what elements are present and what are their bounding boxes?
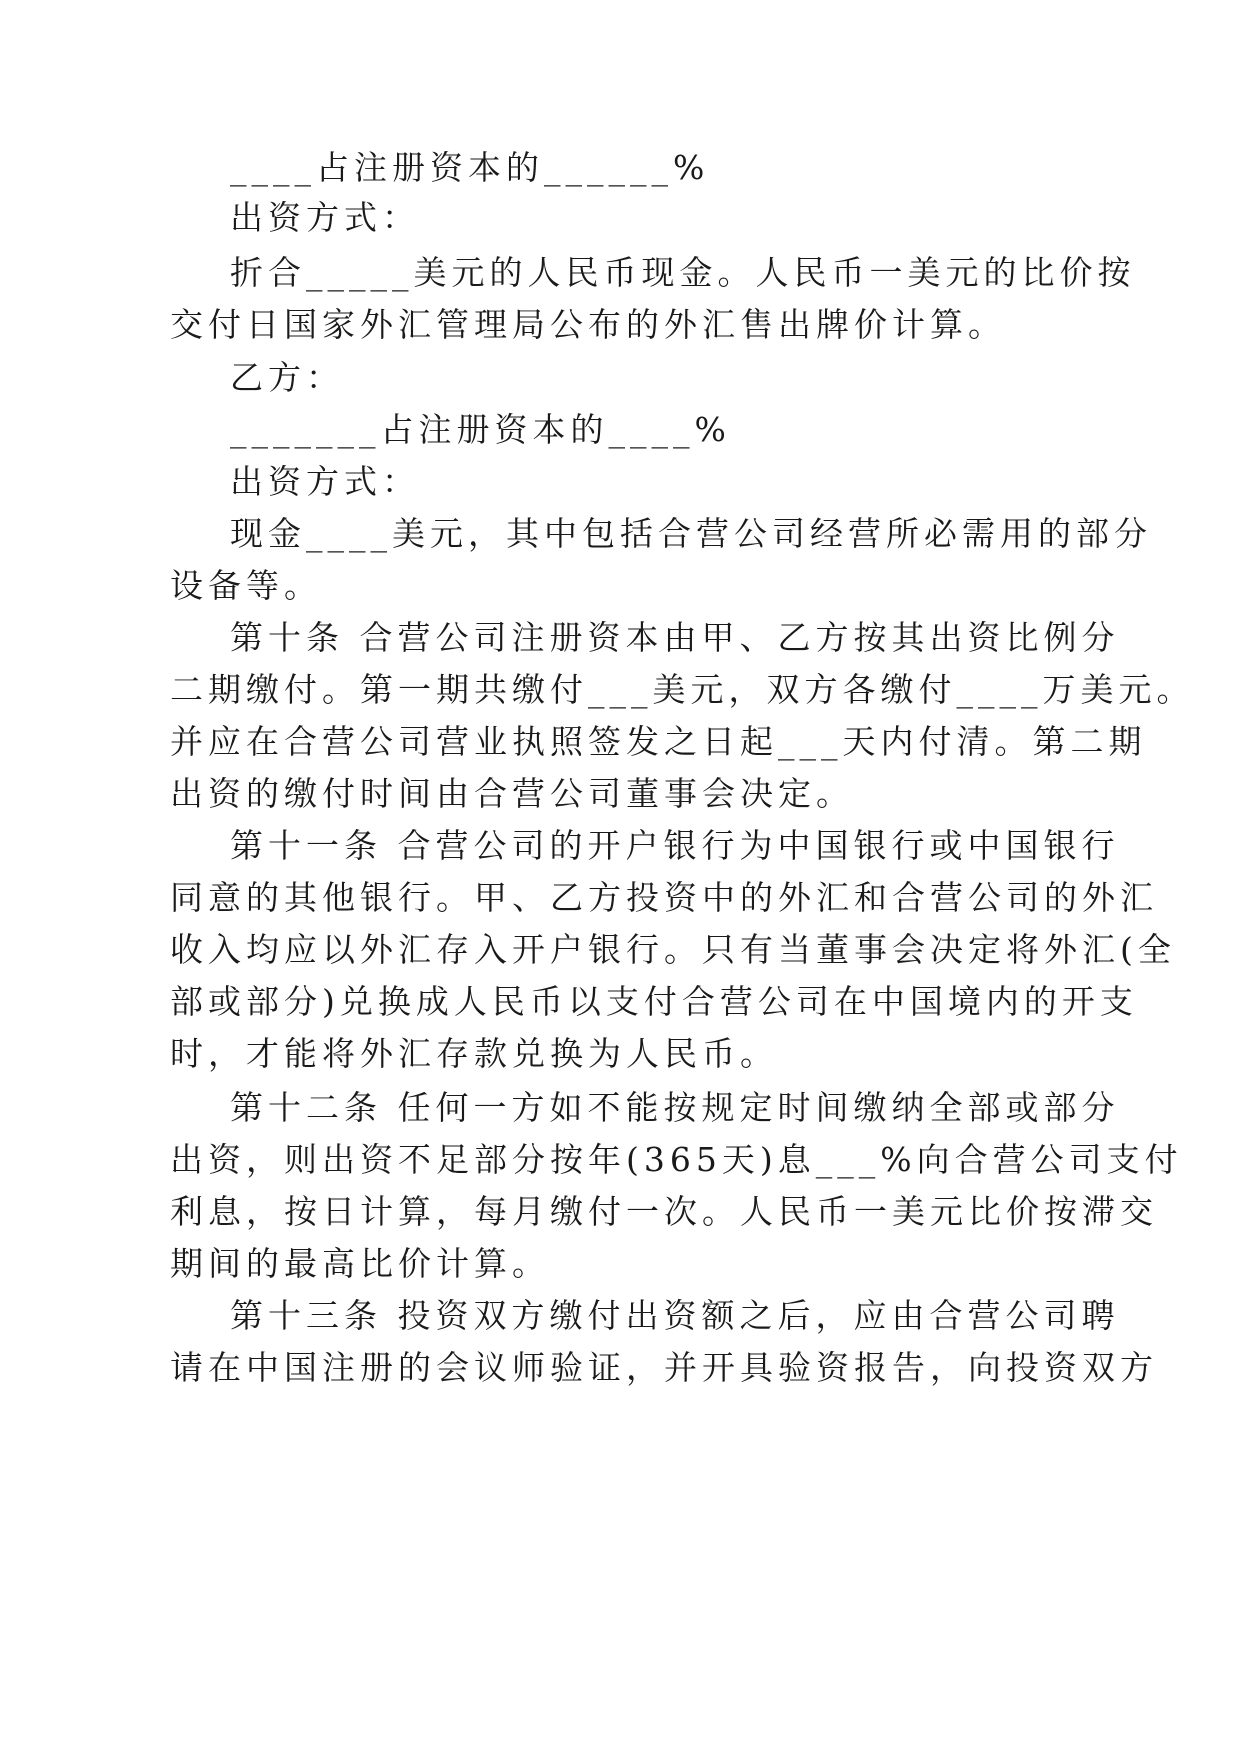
text-line: 收入均应以外汇存入开户银行。只有当董事会决定将外汇(全	[170, 930, 1176, 969]
text-line: 出资，则出资不足部分按年(365天)息___%向合营公司支付	[170, 1140, 1183, 1179]
text-line: 请在中国注册的会议师验证，并开具验资报告，向投资双方	[170, 1348, 1158, 1387]
text-line: 部或部分)兑换成人民币以支付合营公司在中国境内的开支	[170, 982, 1138, 1021]
text-line: 二期缴付。第一期共缴付___美元，双方各缴付____万美元。	[170, 670, 1195, 709]
text-line: ____占注册资本的______%	[230, 148, 710, 187]
text-line: 交付日国家外汇管理局公布的外汇售出牌价计算。	[170, 305, 1006, 344]
text-line: 利息，按日计算，每月缴付一次。人民币一美元比价按滞交	[170, 1192, 1158, 1231]
text-line: 期间的最高比价计算。	[170, 1244, 550, 1283]
text-line: 出资方式：	[230, 462, 420, 501]
text-line: 第十一条 合营公司的开户银行为中国银行或中国银行	[230, 826, 1120, 865]
text-line: 第十三条 投资双方缴付出资额之后，应由合营公司聘	[230, 1296, 1120, 1335]
text-line: _______占注册资本的____%	[230, 410, 731, 449]
text-line: 时，才能将外汇存款兑换为人民币。	[170, 1034, 778, 1073]
text-line: 并应在合营公司营业执照签发之日起___天内付清。第二期	[170, 722, 1147, 761]
text-line: 出资方式：	[230, 198, 420, 237]
text-line: 同意的其他银行。甲、乙方投资中的外汇和合营公司的外汇	[170, 878, 1158, 917]
text-line: 设备等。	[170, 566, 322, 605]
text-line: 乙方：	[230, 358, 344, 397]
text-line: 出资的缴付时间由合营公司董事会决定。	[170, 774, 854, 813]
text-line: 第十条 合营公司注册资本由甲、乙方按其出资比例分	[230, 618, 1120, 657]
text-line: 折合_____美元的人民币现金。人民币一美元的比价按	[230, 253, 1136, 292]
text-line: 现金____美元，其中包括合营公司经营所必需用的部分	[230, 514, 1152, 553]
text-line: 第十二条 任何一方如不能按规定时间缴纳全部或部分	[230, 1088, 1120, 1127]
